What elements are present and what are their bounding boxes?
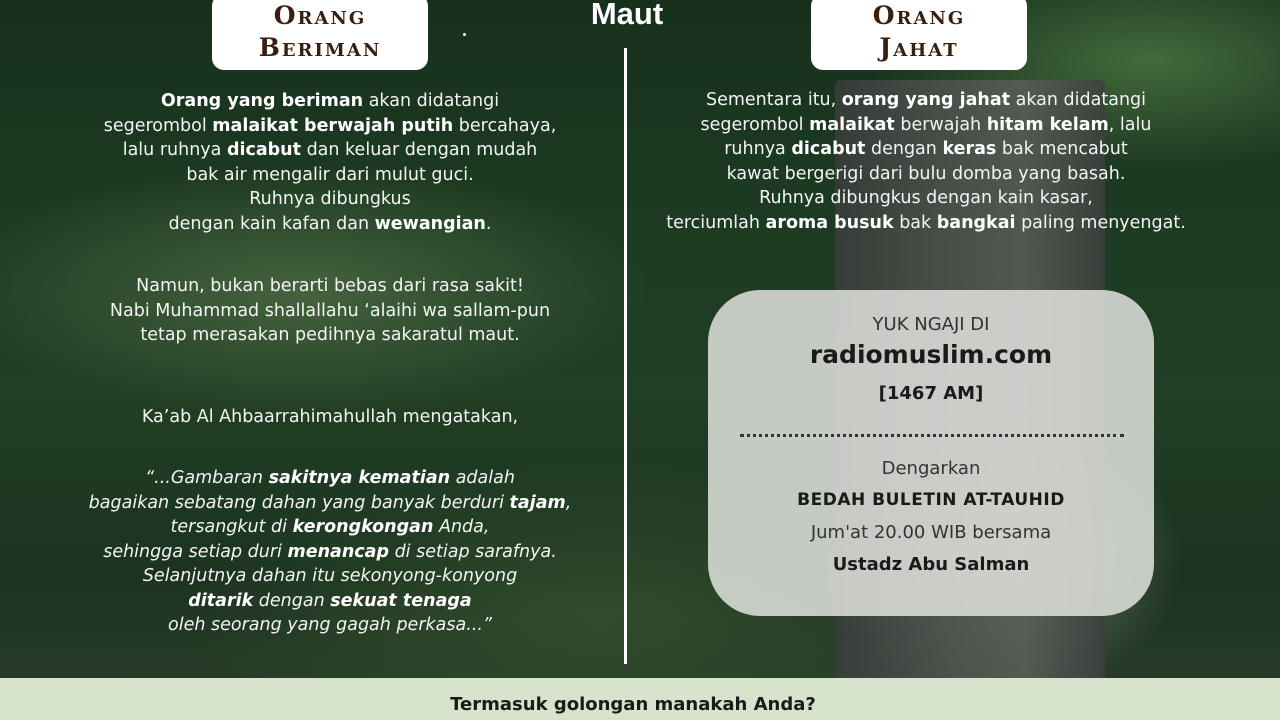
text-segment: adalah xyxy=(450,468,515,488)
emphasis-text: kerongkongan xyxy=(292,517,434,537)
text-line xyxy=(40,89,620,114)
text-segment: lalu ruhnya xyxy=(122,140,227,160)
text-line xyxy=(40,187,620,212)
text-segment: Nabi Muhammad shallallahu ‘alaihi wa sallam-pun xyxy=(109,300,551,321)
left-paragraph-2 xyxy=(40,274,620,348)
info-frequency: [1467 AM] xyxy=(878,383,984,404)
text-segment: paling menyengat. xyxy=(1015,212,1186,233)
emphasis-text: ditarik xyxy=(188,590,254,611)
left-paragraph-3 xyxy=(40,405,620,430)
text-line xyxy=(40,323,620,348)
text-segment: dengan kain kafan dan xyxy=(168,213,375,234)
text-segment: dengan xyxy=(253,590,331,611)
left-quote xyxy=(40,466,620,638)
info-yuk-ngaji: YUK NGAJI DI xyxy=(872,314,990,335)
text-segment: berwajah xyxy=(894,114,987,135)
text-segment: Sementara itu, xyxy=(705,90,842,110)
text-line xyxy=(628,113,1224,138)
emphasis-text: malaikat xyxy=(809,114,895,135)
text-segment: sehingga setiap duri xyxy=(103,541,288,562)
badge-left-line2: Beriman xyxy=(258,33,382,62)
text-segment: bak air mengalir dari mulut guci. xyxy=(186,164,474,185)
text-segment: tersangkut di xyxy=(170,517,293,537)
text-segment: dengan xyxy=(865,139,943,159)
text-line xyxy=(40,466,620,491)
text-segment: bercahaya, xyxy=(453,115,557,136)
text-segment: tetap merasakan pedihnya sakaratul maut. xyxy=(140,325,520,345)
text-segment: bagaikan sebatang dahan yang banyak berduri xyxy=(88,492,510,513)
text-segment: kawat bergerigi dari bulu domba yang basah. xyxy=(726,163,1126,184)
text-line xyxy=(40,564,620,589)
decorative-dot xyxy=(463,33,466,36)
text-segment: Namun, bukan berarti bebas dari rasa sakit! xyxy=(136,276,524,296)
badge-right-line1: Orang xyxy=(872,1,966,30)
text-segment: dan keluar dengan mudah xyxy=(301,140,538,160)
info-schedule: Jum'at 20.00 WIB bersama xyxy=(810,522,1052,543)
text-segment: Selanjutnya dahan itu sekonyong-konyong xyxy=(142,566,518,586)
info-program: BEDAH BULETIN AT-TAUHID xyxy=(797,490,1065,510)
info-site-link[interactable]: radiomuslim.com xyxy=(809,340,1053,369)
text-line xyxy=(628,137,1224,162)
text-line xyxy=(628,211,1224,236)
text-line xyxy=(40,589,620,614)
text-segment: “...Gambaran xyxy=(145,468,269,488)
text-segment: akan didatangi xyxy=(363,91,500,111)
emphasis-text: Orang yang beriman xyxy=(160,91,364,111)
text-line xyxy=(40,114,620,139)
text-line xyxy=(40,540,620,565)
emphasis-text: orang yang jahat xyxy=(841,90,1011,110)
text-segment: segerombol xyxy=(103,115,213,136)
info-ustadz: Ustadz Abu Salman xyxy=(832,554,1030,575)
text-segment: akan didatangi xyxy=(1010,90,1147,110)
text-segment: , xyxy=(565,492,572,513)
text-line xyxy=(628,186,1224,211)
badge-orang-jahat xyxy=(811,0,1027,70)
text-segment: . xyxy=(485,213,492,234)
emphasis-text: dicabut xyxy=(791,139,866,159)
emphasis-text: hitam kelam xyxy=(986,114,1109,135)
emphasis-text: tajam xyxy=(509,492,566,513)
emphasis-text: bangkai xyxy=(936,212,1016,233)
text-line xyxy=(40,299,620,324)
text-segment: segerombol xyxy=(700,114,810,135)
text-segment: ruhnya xyxy=(724,139,792,159)
text-line xyxy=(40,613,620,638)
badge-left-line1: Orang xyxy=(273,1,367,30)
text-segment: di setiap sarafnya. xyxy=(389,541,557,562)
text-segment: terciumlah xyxy=(666,212,766,233)
emphasis-text: sakitnya kematian xyxy=(268,468,451,488)
text-line xyxy=(40,274,620,299)
center-title: Maut xyxy=(590,0,664,31)
emphasis-text: wewangian xyxy=(374,213,486,234)
text-line xyxy=(40,212,620,237)
center-divider xyxy=(624,48,627,664)
emphasis-text: sekuat tenaga xyxy=(330,590,472,611)
text-line xyxy=(40,405,620,430)
info-listen: Dengarkan xyxy=(881,458,981,479)
text-segment: oleh seorang yang gagah perkasa...” xyxy=(168,615,492,635)
emphasis-text: dicabut xyxy=(226,140,301,160)
badge-orang-beriman xyxy=(212,0,428,70)
text-segment: Anda, xyxy=(433,517,490,537)
text-segment: Ruhnya dibungkus dengan kain kasar, xyxy=(759,188,1093,208)
emphasis-text: menancap xyxy=(287,541,390,562)
emphasis-text: aroma busuk xyxy=(765,212,894,233)
left-paragraph-1 xyxy=(40,89,620,236)
info-dotted-separator xyxy=(740,434,1124,437)
text-segment: bak mencabut xyxy=(996,139,1128,159)
text-segment: , lalu xyxy=(1108,114,1152,135)
right-paragraph-1 xyxy=(628,88,1224,235)
emphasis-text: malaikat berwajah putih xyxy=(212,115,454,136)
text-line xyxy=(628,162,1224,187)
text-segment: Ruhnya dibungkus xyxy=(249,189,411,209)
text-line xyxy=(40,515,620,540)
text-segment: bak xyxy=(893,212,937,233)
badge-right-line2: Jahat xyxy=(879,33,959,62)
text-line xyxy=(628,88,1224,113)
radio-info-box xyxy=(708,290,1154,616)
footer-question: Termasuk golongan manakah Anda? xyxy=(450,694,816,715)
text-line xyxy=(40,491,620,516)
text-line xyxy=(40,138,620,163)
text-segment: Ka’ab Al Ahbaarrahimahullah mengatakan, xyxy=(141,407,519,427)
emphasis-text: keras xyxy=(942,139,997,159)
text-line xyxy=(40,163,620,188)
